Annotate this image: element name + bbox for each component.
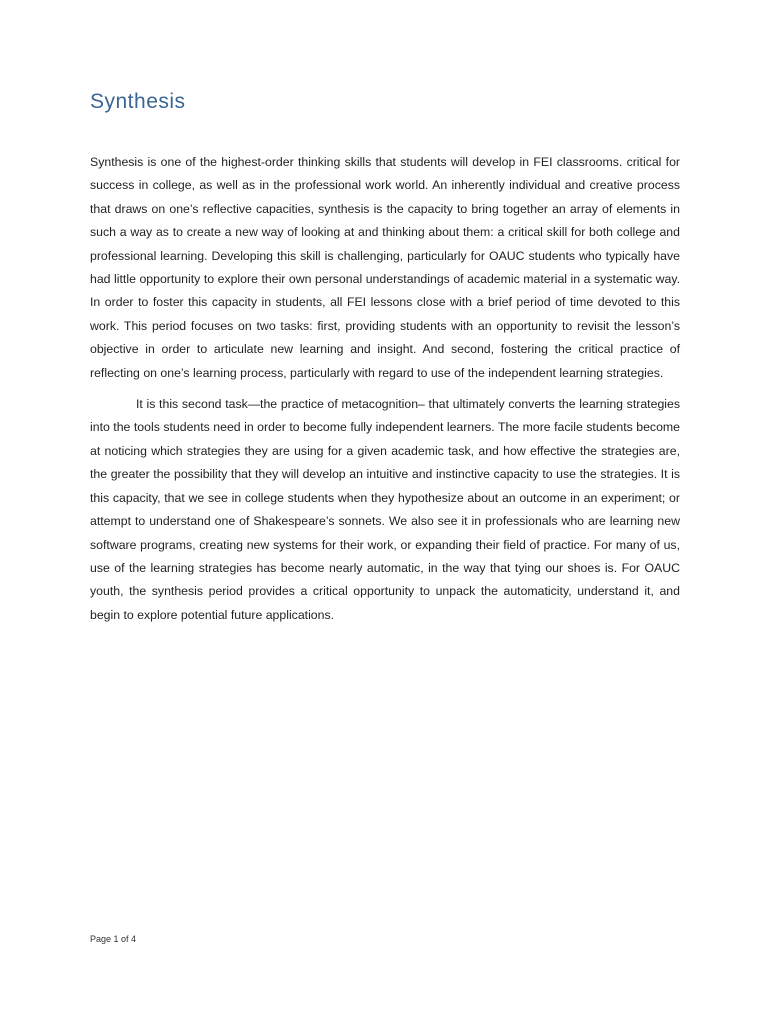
page-number-footer: Page 1 of 4 [90, 934, 137, 944]
page-title: Synthesis [90, 90, 186, 113]
paragraph-2: It is this second task—the practice of metacognition– that ultimately converts the learning strategies into the tools students need in order to become fully independent learners. The more facile students become at noticing which strategies they are using for a given academic task, and how effective the strategies are, the greater the possibility that they will develop an intuitive and instinctive capacity to use the strategies. It is this capacity, that we see in college students when they hypothesize about an outcome in an experiment; or attempt to understand one of Shakespeare’s sonnets. We also see it in professionals who are learning new software programs, creating new systems for their work, or expanding their field of practice. For many of us, use of the learning strategies has become nearly automatic, in the way that tying our shoes is. For OAUC youth, the synthesis period provides a critical opportunity to unpack the automaticity, understand it, and begin to explore potential future applications. [90, 397, 680, 622]
document-body [90, 151, 680, 627]
paragraph-1: Synthesis is one of the highest-order thinking skills that students will develop in FEI classrooms. critical for success in college, as well as in the professional work world. An inherently individual and creative process that draws on one’s reflective capacities, synthesis is the capacity to bring together an array of elements in such a way as to create a new way of looking at and thinking about them: a critical skill for both college and professional learning. Developing this skill is challenging, particularly for OAUC students who typically have had little opportunity to explore their own personal understandings of academic material in a systematic way. In order to foster this capacity in students, all FEI lessons close with a brief period of time devoted to this work. This period focuses on two tasks: first, providing students with an opportunity to revisit the lesson’s objective in order to articulate new learning and insight. And second, fostering the critical practice of reflecting on one’s learning process, particularly with regard to use of the independent learning strategies. [90, 155, 680, 380]
